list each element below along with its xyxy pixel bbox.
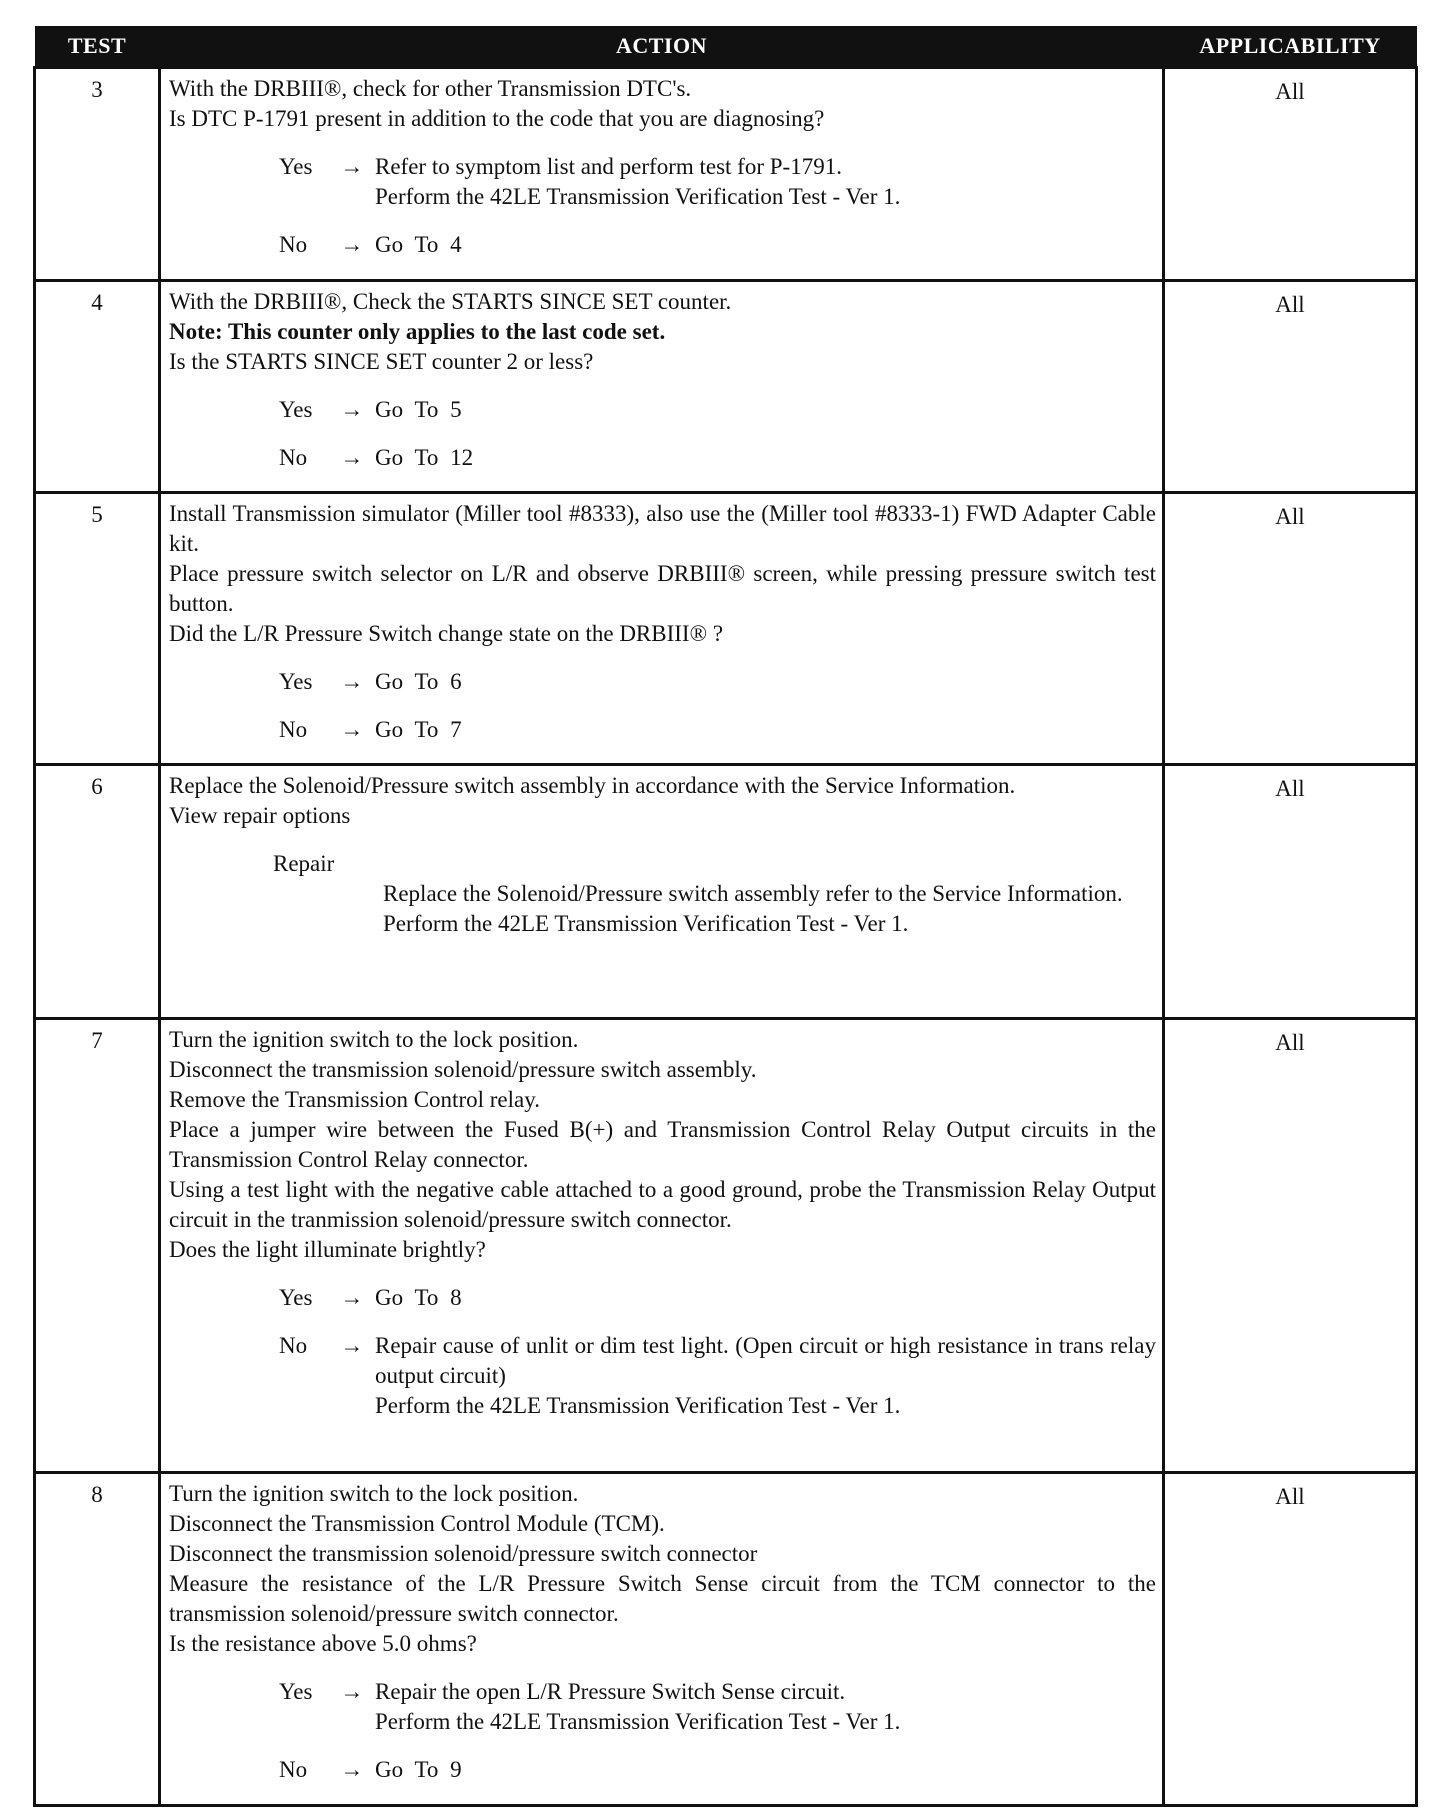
yes-label: Yes [279, 154, 313, 179]
header-applicability: APPLICABILITY [1164, 26, 1417, 68]
test-row-4 [35, 281, 1417, 493]
yes-result: Refer to symptom list and perform test for P-1791. [375, 154, 842, 179]
arrow-icon: → [340, 1679, 364, 1704]
test-row-6 [35, 765, 1417, 1019]
test-action [160, 1473, 1164, 1806]
test-number: 5 [35, 493, 160, 765]
yes-branch [279, 1283, 1156, 1313]
no-result: Go To 9 [375, 1757, 462, 1782]
arrow-icon: → [340, 397, 364, 422]
yes-label: Yes [279, 1679, 313, 1704]
action-line: Remove the Transmission Control relay. [169, 1087, 540, 1112]
test-action [160, 493, 1164, 765]
yes-branch [279, 152, 1156, 212]
no-branch [279, 1331, 1156, 1421]
yes-branch [279, 1677, 1156, 1737]
yes-label: Yes [279, 669, 313, 694]
no-result: Go To 12 [375, 445, 474, 470]
no-branch [279, 230, 1156, 260]
yes-branch [279, 667, 1156, 697]
yes-result: Go To 6 [375, 669, 462, 694]
no-result: Go To 7 [375, 717, 462, 742]
action-line: Install Transmission simulator (Miller tool #8333), also use the (Miller tool #8333-1) FWD Adapter Cable kit. [169, 501, 1156, 556]
repair-line: Replace the Solenoid/Pressure switch assembly refer to the Service Information. [383, 881, 1123, 906]
yes-branch [279, 395, 1156, 425]
arrow-icon: → [340, 717, 364, 742]
arrow-icon: → [340, 1757, 364, 1782]
action-line: Disconnect the transmission solenoid/pressure switch assembly. [169, 1057, 757, 1082]
yes-result: Go To 8 [375, 1285, 462, 1310]
no-label: No [279, 717, 308, 742]
table-header-row [35, 26, 1417, 68]
test-row-8 [35, 1473, 1417, 1806]
action-line: Disconnect the transmission solenoid/pressure switch connector [169, 1541, 758, 1566]
test-action [160, 68, 1164, 281]
no-result: Perform the 42LE Transmission Verification Test - Ver 1. [375, 1393, 901, 1418]
no-branch [279, 715, 1156, 745]
applicability-value: All [1164, 1019, 1417, 1473]
no-result: Go To 4 [375, 232, 462, 257]
no-label: No [279, 445, 308, 470]
applicability-value: All [1164, 765, 1417, 1019]
yes-label: Yes [279, 1285, 313, 1310]
test-action [160, 1019, 1164, 1473]
header-test: TEST [35, 26, 160, 68]
action-line: Is DTC P-1791 present in addition to the code that you are diagnosing? [169, 106, 825, 131]
no-branch [279, 443, 1156, 473]
repair-label: Repair [273, 851, 335, 876]
no-branch [279, 1755, 1156, 1785]
action-line: Measure the resistance of the L/R Pressure Switch Sense circuit from the TCM connector to the transmission solenoid/pressure switch connector. [169, 1571, 1156, 1626]
arrow-icon: → [340, 1333, 364, 1358]
action-line: Replace the Solenoid/Pressure switch assembly in accordance with the Service Information. [169, 773, 1016, 798]
applicability-value: All [1164, 1473, 1417, 1806]
test-row-7 [35, 1019, 1417, 1473]
no-label: No [279, 232, 308, 257]
action-line: With the DRBIII®, check for other Transmission DTC's. [169, 76, 692, 101]
applicability-value: All [1164, 493, 1417, 765]
yes-result: Perform the 42LE Transmission Verification Test - Ver 1. [375, 1709, 901, 1734]
action-line: With the DRBIII®, Check the STARTS SINCE SET counter. [169, 289, 732, 314]
action-line: Does the light illuminate brightly? [169, 1237, 486, 1262]
repair-options [383, 879, 1156, 939]
action-line: Place pressure switch selector on L/R and observe DRBIII® screen, while pressing pressure switch test button. [169, 561, 1156, 616]
no-label: No [279, 1333, 308, 1358]
yes-result: Perform the 42LE Transmission Verification Test - Ver 1. [375, 184, 901, 209]
arrow-icon: → [340, 1285, 364, 1310]
test-number: 4 [35, 281, 160, 493]
action-line: Place a jumper wire between the Fused B(+) and Transmission Control Relay Output circuits in the Transmission Control Relay connector. [169, 1117, 1156, 1172]
yes-result: Go To 5 [375, 397, 462, 422]
repair-line: Perform the 42LE Transmission Verification Test - Ver 1. [383, 911, 909, 936]
diagnostic-test-sheet [33, 26, 1415, 1807]
test-row-5 [35, 493, 1417, 765]
action-line: Is the resistance above 5.0 ohms? [169, 1631, 477, 1656]
action-line: Turn the ignition switch to the lock position. [169, 1027, 579, 1052]
action-line: Disconnect the Transmission Control Module (TCM). [169, 1511, 665, 1536]
action-line: Is the STARTS SINCE SET counter 2 or less? [169, 349, 594, 374]
arrow-icon: → [340, 669, 364, 694]
test-number: 8 [35, 1473, 160, 1806]
yes-result: Repair the open L/R Pressure Switch Sense circuit. [375, 1679, 846, 1704]
arrow-icon: → [340, 154, 364, 179]
action-line: Did the L/R Pressure Switch change state on the DRBIII® ? [169, 621, 724, 646]
test-action [160, 281, 1164, 493]
action-line: Using a test light with the negative cable attached to a good ground, probe the Transmission Relay Output circuit in the tranmission solenoid/pressure switch connector. [169, 1177, 1156, 1232]
test-row-3 [35, 68, 1417, 281]
action-line: Turn the ignition switch to the lock position. [169, 1481, 579, 1506]
applicability-value: All [1164, 68, 1417, 281]
action-note: Note: This counter only applies to the last code set. [169, 319, 666, 344]
no-result: Repair cause of unlit or dim test light. (Open circuit or high resistance in trans relay output circuit) [375, 1333, 1156, 1388]
action-line: View repair options [169, 803, 351, 828]
no-label: No [279, 1757, 308, 1782]
arrow-icon: → [340, 232, 364, 257]
diagnostic-table [33, 26, 1418, 1807]
test-number: 3 [35, 68, 160, 281]
header-action: ACTION [160, 26, 1164, 68]
yes-label: Yes [279, 397, 313, 422]
test-number: 6 [35, 765, 160, 1019]
test-action [160, 765, 1164, 1019]
arrow-icon: → [340, 445, 364, 470]
applicability-value: All [1164, 281, 1417, 493]
test-number: 7 [35, 1019, 160, 1473]
